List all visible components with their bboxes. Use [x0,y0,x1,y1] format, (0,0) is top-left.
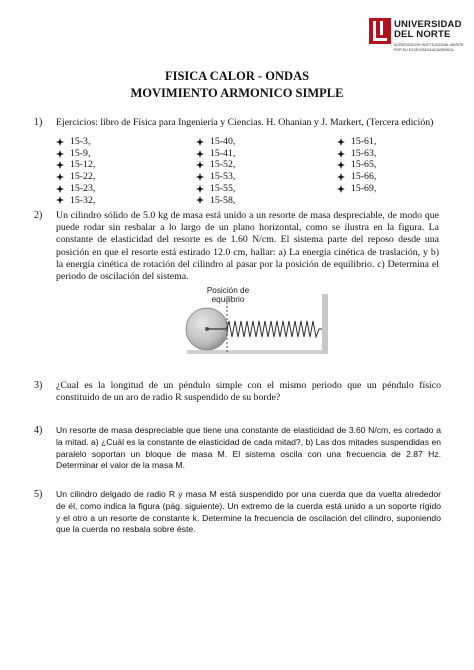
diamond-bullet-icon [337,138,345,146]
diamond-bullet-icon [56,161,64,169]
diamond-bullet-icon [196,185,204,193]
wall [322,294,328,354]
diamond-bullet-icon [337,150,345,158]
list-item: 15-66, [337,171,376,183]
question-5-number: 5) [34,489,43,500]
diamond-bullet-icon [337,185,345,193]
list-item: 15-63, [337,148,376,160]
question-2-number: 2) [34,210,43,221]
figure-label-line2: equilibrio [211,295,245,304]
list-item: 15-69, [337,183,376,195]
question-1-number: 1) [34,117,43,128]
question-2-text: Un cilindro sólido de 5.0 kg de masa está unido a un resorte de masa despreciable, de modo que puede rodar sin resbalar a lo largo de un plano horizontal, como se ilustra en la figura. La constante de elasticidad del resorte es de 1.60 N/cm. El sistema parte del reposo desde una posición en que el resorte está estirado 12.0 cm, hallar: a) La energía cinética de traslación, y b) la energía cinética de rotación del cilindro al pasar por la posición de equilibrio. c) Determina el periodo de oscilación del sistema. [56,210,439,283]
list-item: 15-3, [56,136,95,148]
list-item: 15-40, [196,136,235,148]
list-item: 15-55, [196,183,235,195]
list-item: 15-41, [196,148,235,160]
logo-name-line2: DEL NORTE [394,29,451,40]
question-3-text: ¿Cual es la longitud de un péndulo simple con el mismo periodo que un péndulo físico constituido de un aro de radio R suspendido de su borde? [56,380,441,404]
question-4-text: Un resorte de masa despreciable que tiene una constante de elasticidad de 3.60 N/cm, es cortado a la mitad. a) ¿Cuál es la constante de elasticidad de cada mitad?, b) Las dos mitades suspendidas en paralelo soportan un bloque de masa M. El sistema oscila con una frecuencia de 2.87 Hz. Determinar el valor de la masa M. [56,425,441,471]
diamond-bullet-icon [196,161,204,169]
diamond-bullet-icon [196,196,204,204]
exercise-column-3 [337,136,376,195]
logo-subtitle-line1: ACREDITACIÓN INSTITUCIONAL MERITE [394,43,464,47]
diamond-bullet-icon [337,161,345,169]
diamond-bullet-icon [337,173,345,181]
figure-label-line1: Posición de [206,286,250,295]
exercise-column-2 [196,136,235,206]
page-title: FISICA CALOR - ONDAS [164,69,310,83]
list-item: 15-52, [196,159,235,171]
diamond-bullet-icon [56,185,64,193]
logo-emblem-icon [369,18,391,44]
floor-plane [187,350,325,354]
list-item: 15-9, [56,148,95,160]
question-4-number: 4) [34,425,43,436]
question-5-text: Un cilindro delgado de radio R y masa M está suspendido por una cuerda que da vuelta alrededor de él, como indica la figura (pág. siguiente). Un extremo de la cuerda está unido a un soporte rígido y el otro a un resorte de constante k. Determine la frecuencia de oscilación del cilindro, suponiendo que la cuerda no resbala sobre éste. [56,489,441,535]
diamond-bullet-icon [56,173,64,181]
list-item: 15-61, [337,136,376,148]
question-1-text: Ejercicios: libro de Física para Ingeniería y Ciencias. H. Ohanian y J. Markert, (Tercera edición) [56,117,434,128]
diamond-bullet-icon [56,196,64,204]
logo-name-line1: UNIVERSIDAD [394,19,462,30]
list-item: 15-58, [196,195,235,207]
diamond-bullet-icon [196,138,204,146]
list-item: 15-32, [56,195,95,207]
page-subtitle: MOVIMIENTO ARMONICO SIMPLE [130,86,344,100]
diamond-bullet-icon [56,150,64,158]
list-item: 15-12, [56,159,95,171]
list-item: 15-22, [56,171,95,183]
spring [227,321,322,337]
diamond-bullet-icon [56,138,64,146]
list-item: 15-53, [196,171,235,183]
question-3-number: 3) [34,380,43,391]
logo-subtitle-line2: POR SU EXCELENCIA ACADÉMICA [394,48,454,52]
diamond-bullet-icon [196,173,204,181]
university-logo [369,18,467,62]
list-item: 15-23, [56,183,95,195]
list-item: 15-65, [337,159,376,171]
diamond-bullet-icon [196,150,204,158]
exercise-column-1 [56,136,95,206]
